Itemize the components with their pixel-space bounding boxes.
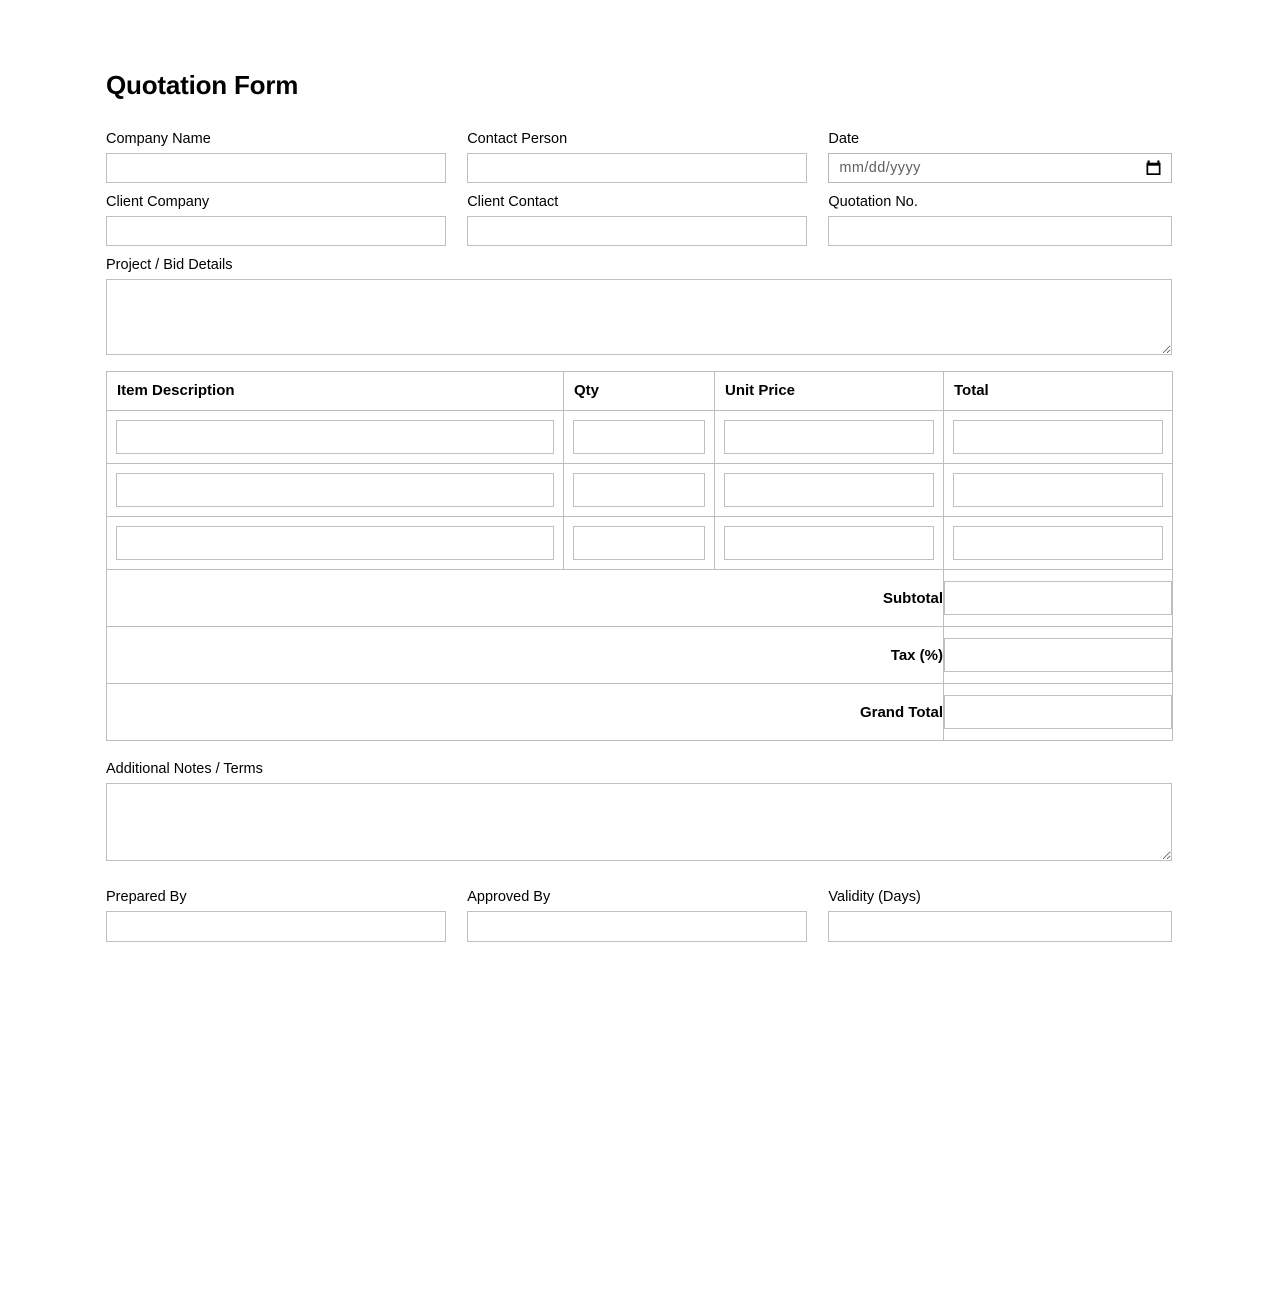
item-unit-price-input-2[interactable]: [724, 473, 934, 507]
field-client-company: [106, 194, 446, 246]
cell-description: [107, 464, 564, 517]
field-validity-days: [828, 889, 1172, 942]
company-name-input[interactable]: [106, 153, 446, 183]
field-additional-notes: [106, 761, 1172, 861]
summary-row-tax: [107, 627, 1173, 684]
label-approved-by: Approved By: [467, 889, 551, 906]
label-project-details: Project / Bid Details: [106, 257, 233, 274]
items-table-header-row: [107, 372, 1173, 411]
label-client-contact: Client Contact: [467, 194, 559, 211]
field-client-contact: [467, 194, 807, 246]
calendar-icon[interactable]: [1146, 161, 1161, 176]
client-company-input[interactable]: [106, 216, 446, 246]
item-unit-price-input-1[interactable]: [724, 420, 934, 454]
cell-unit-price: [715, 411, 944, 464]
approved-by-input[interactable]: [467, 911, 807, 942]
tax-input[interactable]: [944, 638, 1172, 672]
summary-row-subtotal: [107, 570, 1173, 627]
contact-person-input[interactable]: [467, 153, 807, 183]
label-prepared-by: Prepared By: [106, 889, 187, 906]
page-title: Quotation Form: [106, 70, 299, 100]
item-description-input-2[interactable]: [116, 473, 554, 507]
field-contact-person: [467, 131, 807, 183]
label-company-name: Company Name: [106, 131, 211, 148]
label-client-company: Client Company: [106, 194, 210, 211]
column-header-item-description: Item Description: [107, 372, 564, 411]
project-details-textarea[interactable]: [106, 279, 1172, 355]
top-fields-row: [106, 131, 1172, 183]
field-prepared-by: [106, 889, 446, 942]
item-total-input-2[interactable]: [953, 473, 1163, 507]
second-fields-row: [106, 194, 1172, 246]
cell-description: [107, 411, 564, 464]
column-header-total: Total: [944, 372, 1173, 411]
label-contact-person: Contact Person: [467, 131, 568, 148]
label-tax: Tax (%): [107, 627, 944, 684]
summary-row-grand-total: [107, 684, 1173, 741]
item-unit-price-input-3[interactable]: [724, 526, 934, 560]
grand-total-input[interactable]: [944, 695, 1172, 729]
date-input[interactable]: [828, 153, 1172, 183]
label-quotation-no: Quotation No.: [828, 194, 918, 211]
cell-tax-value: [944, 627, 1173, 684]
table-row: [107, 411, 1173, 464]
items-table: [106, 371, 1173, 741]
item-total-input-3[interactable]: [953, 526, 1163, 560]
cell-grand-total-value: [944, 684, 1173, 741]
label-additional-notes: Additional Notes / Terms: [106, 761, 263, 778]
item-total-input-1[interactable]: [953, 420, 1163, 454]
cell-qty: [564, 411, 715, 464]
label-validity-days: Validity (Days): [828, 889, 921, 906]
field-project-details: [106, 257, 1172, 355]
item-description-input-1[interactable]: [116, 420, 554, 454]
item-qty-input-2[interactable]: [573, 473, 705, 507]
cell-unit-price: [715, 464, 944, 517]
cell-total: [944, 517, 1173, 570]
label-subtotal: Subtotal: [107, 570, 944, 627]
table-row: [107, 464, 1173, 517]
label-grand-total: Grand Total: [107, 684, 944, 741]
cell-subtotal-value: [944, 570, 1173, 627]
table-row: [107, 517, 1173, 570]
label-date: Date: [828, 131, 860, 148]
field-date: [828, 131, 1172, 183]
client-contact-input[interactable]: [467, 216, 807, 246]
cell-total: [944, 464, 1173, 517]
cell-description: [107, 517, 564, 570]
cell-total: [944, 411, 1173, 464]
quotation-no-input[interactable]: [828, 216, 1172, 246]
bottom-fields-row: [106, 889, 1172, 942]
validity-days-input[interactable]: [828, 911, 1172, 942]
column-header-qty: Qty: [564, 372, 715, 411]
additional-notes-textarea[interactable]: [106, 783, 1172, 861]
item-qty-input-1[interactable]: [573, 420, 705, 454]
cell-qty: [564, 517, 715, 570]
item-description-input-3[interactable]: [116, 526, 554, 560]
field-quotation-no: [828, 194, 1172, 246]
item-qty-input-3[interactable]: [573, 526, 705, 560]
prepared-by-input[interactable]: [106, 911, 446, 942]
field-company-name: [106, 131, 446, 183]
date-placeholder-text: mm/dd/yyyy: [839, 160, 921, 177]
cell-unit-price: [715, 517, 944, 570]
cell-qty: [564, 464, 715, 517]
column-header-unit-price: Unit Price: [715, 372, 944, 411]
field-approved-by: [467, 889, 807, 942]
subtotal-input[interactable]: [944, 581, 1172, 615]
